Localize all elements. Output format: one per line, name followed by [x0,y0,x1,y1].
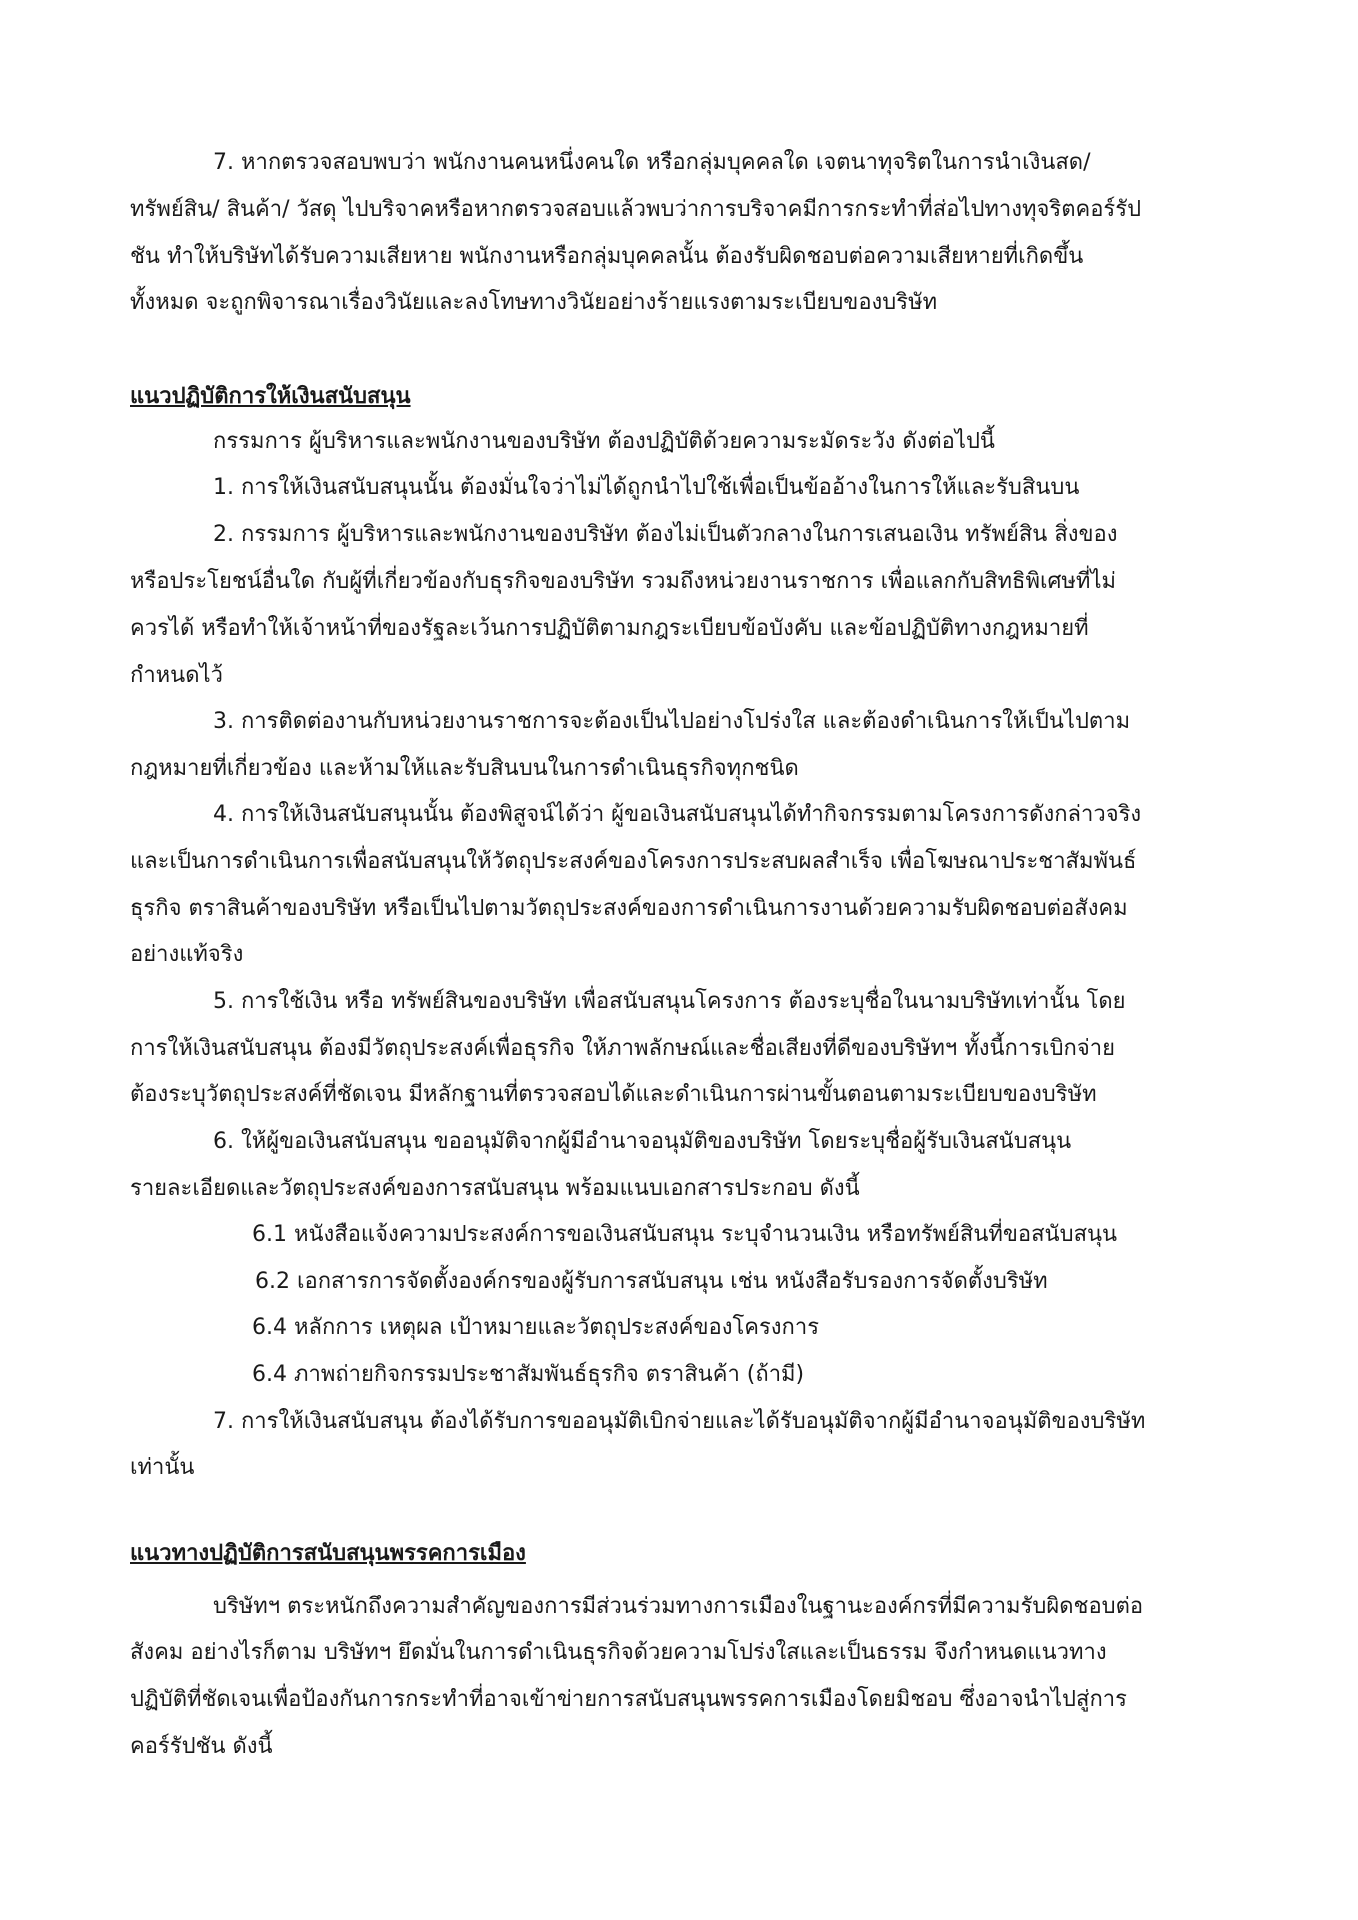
paragraph-line: สังคม อย่างไรก็ตาม บริษัทฯ ยึดมั่นในการดำเนินธุรกิจด้วยความโปร่งใสและเป็นธรรม จึงกำหนดแนวทาง [130,1640,1107,1665]
list-item: 5. การใช้เงิน หรือ ทรัพย์สินของบริษัท เพื่อสนับสนุนโครงการ ต้องระบุชื่อในนามบริษัทเท่านั้น โดย [213,989,1126,1014]
sub-list-item: 6.4 ภาพถ่ายกิจกรรมประชาสัมพันธ์ธุรกิจ ตราสินค้า (ถ้ามี) [252,1362,805,1387]
paragraph-line: ธุรกิจ ตราสินค้าของบริษัท หรือเป็นไปตามวัตถุประสงค์ของการดำเนินการงานด้วยความรับผิดชอบต่อสังคม [130,896,1128,921]
sub-list-item: 6.4 หลักการ เหตุผล เป้าหมายและวัตถุประสงค์ของโครงการ [252,1315,820,1340]
paragraph-line: และเป็นการดำเนินการเพื่อสนับสนุนให้วัตถุประสงค์ของโครงการประสบผลสำเร็จ เพื่อโฆษณาประชาสัมพันธ์ [130,849,1137,874]
paragraph-line: ควรได้ หรือทำให้เจ้าหน้าที่ของรัฐละเว้นการปฏิบัติตามกฎระเบียบข้อบังคับ และข้อปฏิบัติทางกฎหมายที่ [130,616,1089,641]
list-item: 2. กรรมการ ผู้บริหารและพนักงานของบริษัท ต้องไม่เป็นตัวกลางในการเสนอเงิน ทรัพย์สิน สิ่งของ [213,522,1118,547]
list-item: 7. การให้เงินสนับสนุน ต้องได้รับการขออนุมัติเบิกจ่ายและได้รับอนุมัติจากผู้มีอำนาจอนุมัติของบริษัท [213,1409,1146,1434]
paragraph-line: กำหนดไว้ [130,663,223,688]
paragraph-line: 7. หากตรวจสอบพบว่า พนักงานคนหนึ่งคนใด หรือกลุ่มบุคคลใด เจตนาทุจริตในการนำเงินสด/ [213,150,1091,175]
paragraph-line: ต้องระบุวัตถุประสงค์ที่ชัดเจน มีหลักฐานที่ตรวจสอบได้และดำเนินการผ่านขั้นตอนตามระเบียบของบริษัท [130,1082,1097,1107]
paragraph-line: กฎหมายที่เกี่ยวข้อง และห้ามให้และรับสินบนในการดำเนินธุรกิจทุกชนิด [130,756,799,781]
list-item: 1. การให้เงินสนับสนุนนั้น ต้องมั่นใจว่าไม่ได้ถูกนำไปใช้เพื่อเป็นข้ออ้างในการให้และรับสินบน [213,475,1080,500]
paragraph-line: คอร์รัปชัน ดังนี้ [130,1734,273,1759]
section-heading-political: แนวทางปฏิบัติการสนับสนุนพรรคการเมือง [130,1541,526,1566]
sub-list-item: 6.2 เอกสารการจัดตั้งองค์กรของผู้รับการสนับสนุน เช่น หนังสือรับรองการจัดตั้งบริษัท [255,1269,1048,1294]
paragraph-line: หรือประโยชน์อื่นใด กับผู้ที่เกี่ยวข้องกับธุรกิจของบริษัท รวมถึงหน่วยงานราชการ เพื่อแลกกับสิทธิพิเศษที่ไม่ [130,569,1117,594]
paragraph-line: ทรัพย์สิน/ สินค้า/ วัสดุ ไปบริจาคหรือหากตรวจสอบแล้วพบว่าการบริจาคมีการกระทำที่ส่อไปทางทุจริตคอร์รัป [130,197,1142,222]
sub-list-item: 6.1 หนังสือแจ้งความประสงค์การขอเงินสนับสนุน ระบุจำนวนเงิน หรือทรัพย์สินที่ขอสนับสนุน [252,1222,1118,1247]
paragraph-line: กรรมการ ผู้บริหารและพนักงานของบริษัท ต้องปฏิบัติด้วยความระมัดระวัง ดังต่อไปนี้ [213,429,995,454]
paragraph-line: อย่างแท้จริง [130,942,244,967]
paragraph-line: เท่านั้น [130,1455,195,1480]
paragraph-line: ชัน ทำให้บริษัทได้รับความเสียหาย พนักงานหรือกลุ่มบุคคลนั้น ต้องรับผิดชอบต่อความเสียหายที่เกิดขึ้น [130,244,1084,269]
paragraph-line: การให้เงินสนับสนุน ต้องมีวัตถุประสงค์เพื่อธุรกิจ ให้ภาพลักษณ์และชื่อเสียงที่ดีของบริษัทฯ ทั้งนี้การเบิกจ่าย [130,1036,1115,1061]
section-heading-funding: แนวปฏิบัติการให้เงินสนับสนุน [130,384,411,409]
paragraph-line: ปฏิบัติที่ชัดเจนเพื่อป้องกันการกระทำที่อาจเข้าข่ายการสนับสนุนพรรคการเมืองโดยมิชอบ ซึ่งอาจนำไปสู่การ [130,1687,1127,1712]
paragraph-line: บริษัทฯ ตระหนักถึงความสำคัญของการมีส่วนร่วมทางการเมืองในฐานะองค์กรที่มีความรับผิดชอบต่อ [213,1594,1144,1619]
paragraph-line: รายละเอียดและวัตถุประสงค์ของการสนับสนุน พร้อมแนบเอกสารประกอบ ดังนี้ [130,1176,860,1201]
list-item: 6. ให้ผู้ขอเงินสนับสนุน ขออนุมัติจากผู้มีอำนาจอนุมัติของบริษัท โดยระบุชื่อผู้รับเงินสนับสนุน [213,1129,1072,1154]
list-item: 4. การให้เงินสนับสนุนนั้น ต้องพิสูจน์ได้ว่า ผู้ขอเงินสนับสนุนได้ทำกิจกรรมตามโครงการดังกล่าวจริง [213,802,1142,827]
list-item: 3. การติดต่องานกับหน่วยงานราชการจะต้องเป็นไปอย่างโปร่งใส และต้องดำเนินการให้เป็นไปตาม [213,709,1131,734]
paragraph-line: ทั้งหมด จะถูกพิจารณาเรื่องวินัยและลงโทษทางวินัยอย่างร้ายแรงตามระเบียบของบริษัท [130,290,938,315]
